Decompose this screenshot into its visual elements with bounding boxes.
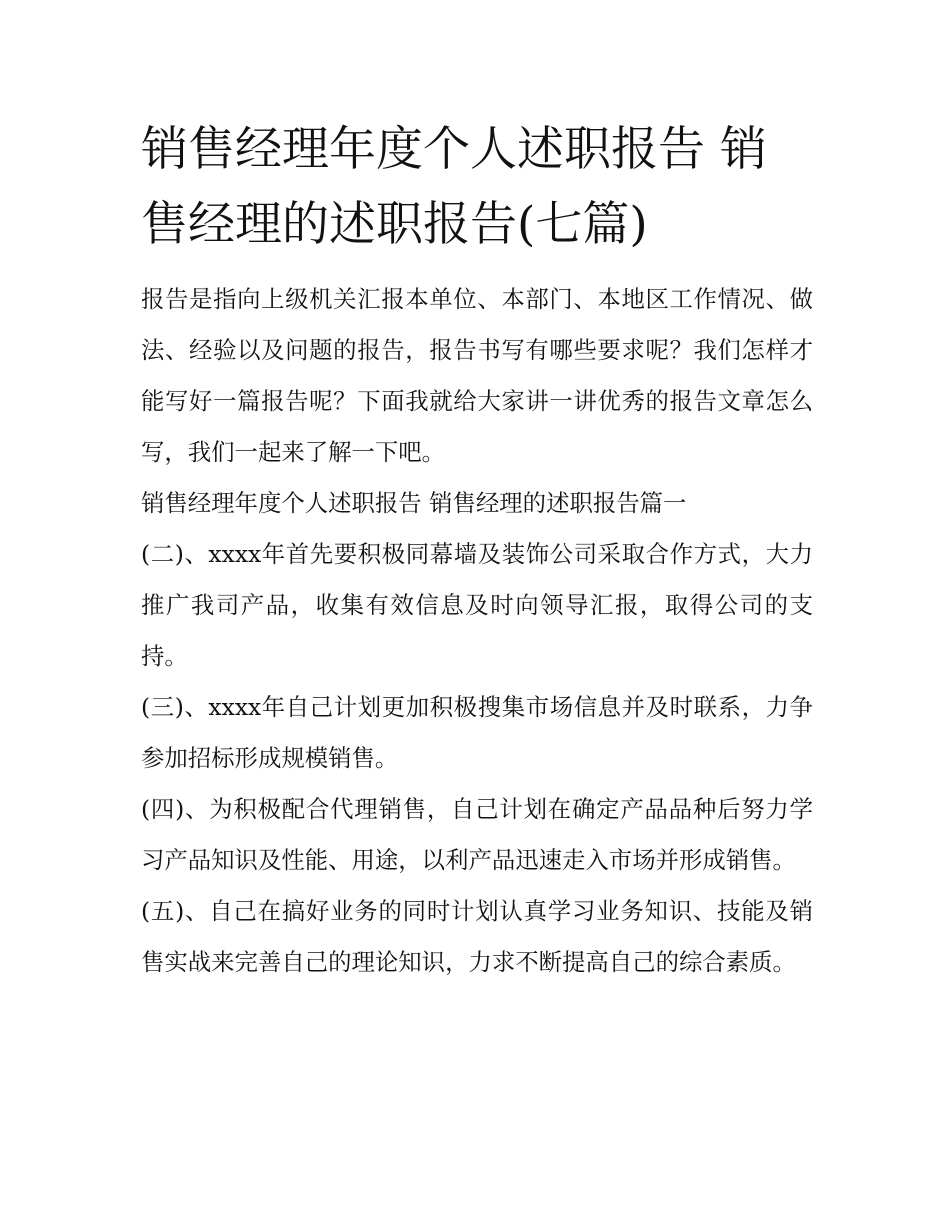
intro-paragraph: 报告是指向上级机关汇报本单位、本部门、本地区工作情况、做法、经验以及问题的报告，报告书写有哪些要求呢？我们怎样才能写好一篇报告呢？下面我就给大家讲一讲优秀的报告文章怎么写，我们一起来了解一下吧。 [141, 285, 813, 466]
document-body [141, 274, 813, 988]
item-paragraph-4: (四)、为积极配合代理销售，自己计划在确定产品品种后努力学习产品知识及性能、用途，以利产品迅速走入市场并形成销售。 [141, 795, 813, 874]
item-paragraph-5: (五)、自己在搞好业务的同时计划认真学习业务知识、技能及销售实战来完善自己的理论知识，力求不断提高自己的综合素质。 [141, 897, 813, 976]
item-paragraph-2: (二)、xxxx年首先要积极同幕墙及装饰公司采取合作方式，大力推广我司产品，收集有效信息及时向领导汇报，取得公司的支持。 [141, 540, 813, 670]
document-title: 销售经理年度个人述职报告 销售经理的述职报告(七篇) [141, 122, 767, 252]
section-heading: 销售经理年度个人述职报告 销售经理的述职报告篇一 [141, 489, 687, 517]
item-paragraph-3: (三)、xxxx年自己计划更加积极搜集市场信息并及时联系，力争参加招标形成规模销售。 [141, 693, 813, 772]
document-content [141, 112, 813, 988]
